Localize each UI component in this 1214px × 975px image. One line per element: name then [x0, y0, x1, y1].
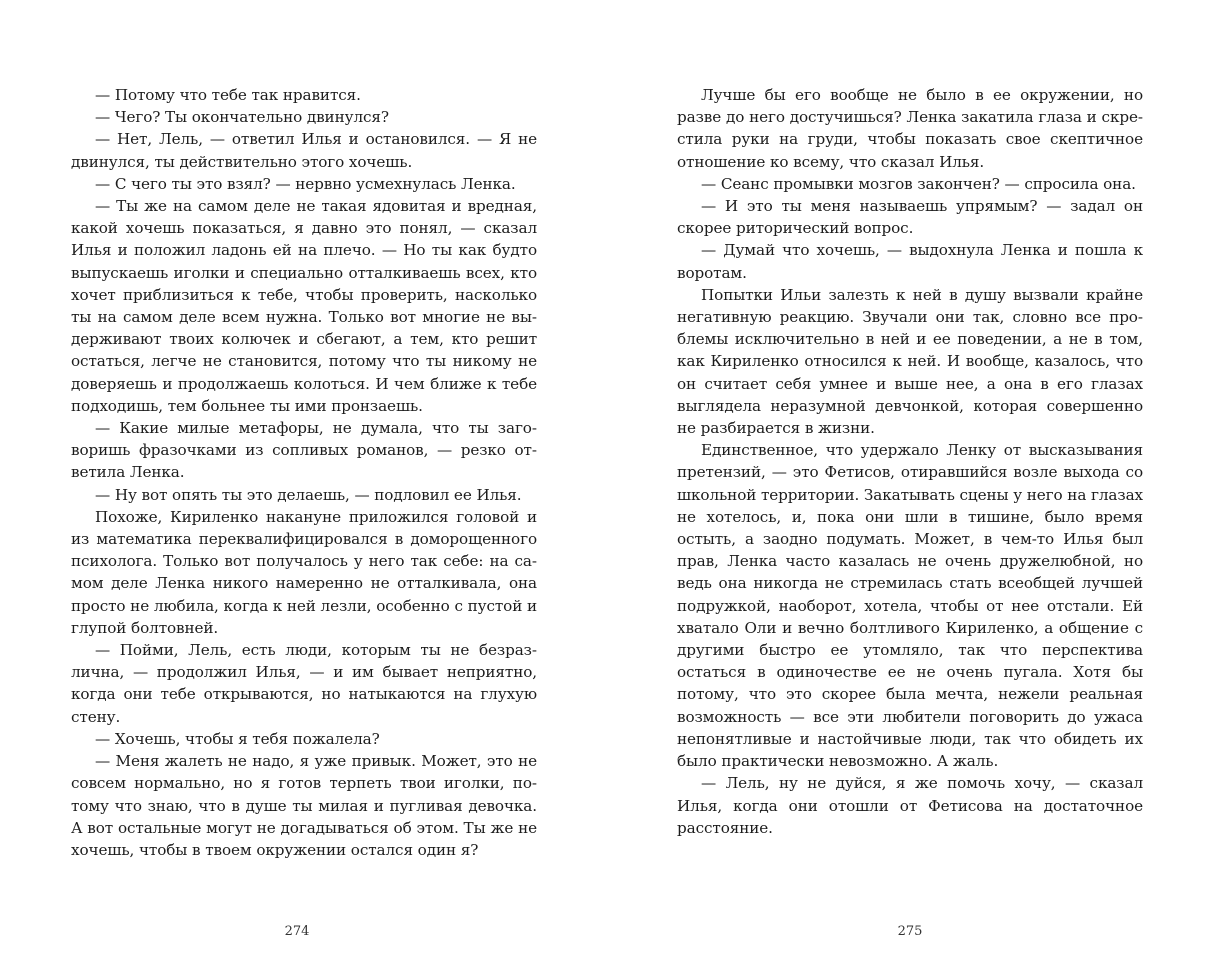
right-paragraph-7: — Лель, ну не дуйся, я же помочь хочу, — сказал Илья, когда они отошли от Фетисова на достаточное расстояние.	[677, 774, 1143, 837]
left-paragraph-1: — Потому что тебе так нравится.	[95, 86, 361, 104]
right-paragraph-5: Попытки Ильи залезть к ней в душу вызвали крайне негативную реакцию. Звучали они так, словно все проблемы исключительно в ней и ее поведении, а не в том, как Кириленко относился к ней. И вообще, казалось, что он считает себя умнее и выше нее, а она в его глазах выглядела неразумной девчонкой, которая совершенно не разбирается в жизни.	[677, 285, 1143, 438]
left-paragraph-5: — Ты же на самом деле не такая ядовитая и вредная, какой хочешь показаться, я давно это понял, — сказал Илья и положил ладонь ей на плечо. — Но ты как будто выпускаешь иголки и специально отталкиваешь всех, кто хочет приблизиться к тебе, чтобы проверить, насколько ты на самом деле всем нужна. Только вот многие не выдерживают твоих колючек и сбегают, а тем, кто решит остаться, легче не становится, потому что ты никому не доверяешь и продолжаешь колоться. И чем ближе к тебе подходишь, тем больнее ты ими пронзаешь.	[71, 197, 537, 415]
right-paragraph-6: Единственное, что удержало Ленку от высказывания претензий, — это Фетисов, отиравшийся возле выхода со школьной территории. Закатывать сцены у него на глазах не хотелось, и, пока они шли в тишине, было время остыть, а заодно подумать. Может, в чем-то Илья был прав, Ленка часто казалась не очень дружелюбной, но ведь она никогда не стремилась стать всеобщей лучшей подружкой, наоборот, хотела, чтобы от нее отстали. Ей хватало Оли и вечно болтливого Кириленко, а общение с другими быстро ее утомляло, так что перспектива остаться в одиночестве ее не очень пугала. Хотя бы потому, что это скорее была мечта, нежели реальная возможность — все эти любители поговорить до ужаса непонятливые и настойчивые люди, так что обидеть их было практически невозможно. А жаль.	[677, 441, 1143, 771]
right-paragraph-3: — И это ты меня называешь упрямым? — задал он скорее риторический вопрос.	[677, 197, 1143, 238]
left-paragraph-11: — Меня жалеть не надо, я уже привык. Может, это не совсем нормально, но я готов терпеть твои иголки, потому что знаю, что в душе ты милая и пугливая девочка. А вот остальные могут не догадываться об этом. Ты же не хочешь, чтобы в твоем окружении остался один я?	[71, 752, 537, 859]
left-paragraph-4: — С чего ты это взял? — нервно усмехнулась Ленка.	[95, 174, 516, 193]
left-paragraph-3: — Нет, Лель, — ответил Илья и остановился. — Я не двинулся, ты действительно этого хочешь.	[71, 130, 537, 171]
left-paragraph-2: — Чего? Ты окончательно двинулся?	[95, 108, 389, 127]
left-paragraph-8: Похоже, Кириленко накануне приложился головой и из математика переквалифицировался в доморощенного психолога. Только вот получалось у него так себе: на самом деле Ленка никого намеренно не отталкивала, она просто не любила, когда к ней лезли, особенно с пустой и глупой болтовней.	[71, 507, 537, 637]
left-paragraph-10: — Хочешь, чтобы я тебя пожалела?	[95, 729, 380, 748]
page-number-right: 275	[897, 924, 923, 939]
right-page	[677, 84, 1143, 839]
left-page	[71, 84, 537, 861]
left-paragraph-7: — Ну вот опять ты это делаешь, — подловил ее Илья.	[95, 485, 522, 504]
right-paragraph-1: Лучше бы его вообще не было в ее окружении, но разве до него достучишься? Ленка закатила глаза и скрестила руки на груди, чтобы показать свое скептичное отношение ко всему, что сказал Илья.	[677, 86, 1143, 171]
left-paragraph-6: — Какие милые метафоры, не думала, что ты заговоришь фразочками из сопливых романов, — резко ответила Ленка.	[71, 419, 537, 482]
left-paragraph-9: — Пойми, Лель, есть люди, которым ты не безразлична, — продолжил Илья, — и им бывает неприятно, когда они тебе открываются, но натыкаются на глухую стену.	[71, 641, 537, 726]
page-number-left: 274	[284, 924, 310, 939]
right-paragraph-4: — Думай что хочешь, — выдохнула Ленка и пошла к воротам.	[677, 241, 1143, 282]
right-paragraph-2: — Сеанс промывки мозгов закончен? — спросила она.	[701, 174, 1136, 193]
